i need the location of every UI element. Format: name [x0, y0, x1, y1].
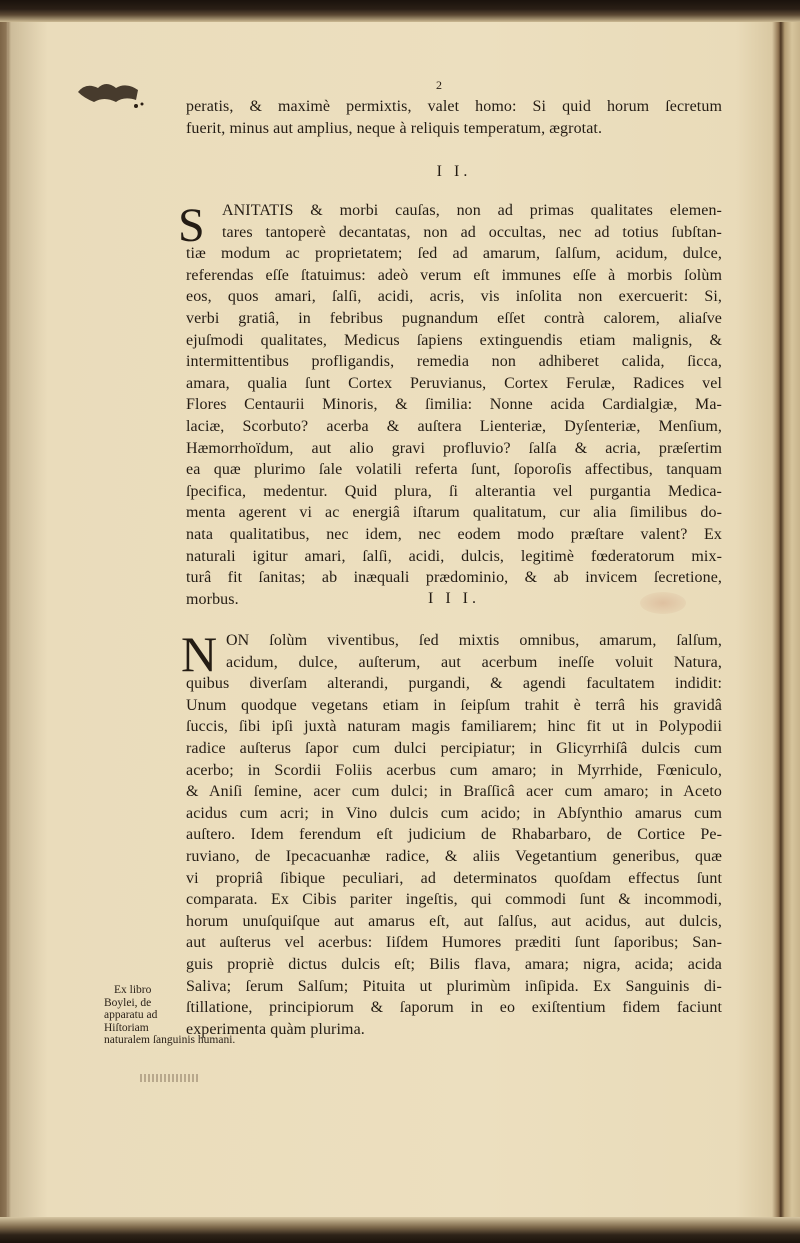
text-line: radice auſterus ſapor cum dulci percipiatur; in Glicyrrhiſâ dulcis cum: [186, 739, 722, 757]
faded-mark: [140, 1074, 200, 1082]
drop-cap-n: N: [181, 626, 218, 682]
section-heading-iii: I I I.: [428, 590, 480, 607]
text-line: Flores Centaurii Minoris, & ſimilia: Nonne acida Cardialgiæ, Ma-: [186, 396, 722, 414]
text-line: menta agerent vi ac energiâ iſtarum qualitatum, cur alia ſimilibus do-: [186, 504, 722, 522]
text-line: ruviano, de Ipecacuanhæ radice, & aliis Vegetantium generibus, quæ: [186, 847, 722, 865]
text-line: vi propriâ ſibique peculiari, ad determinatos quoſdam effectus ſunt: [186, 869, 722, 887]
text-line: nata qualitatibus, nec idem, nec eodem modo præſtare valent? Ex: [186, 525, 722, 543]
opening-paragraph: [186, 96, 722, 139]
text-line: acerbo; in Scordii Foliis acerbus cum amaro; in Myrrhide, Fœniculo,: [186, 761, 722, 779]
text-line: acidum, dulce, auſterum, aut acerbum ineſſe voluit Natura,: [226, 653, 722, 671]
text-line: ſpecifica, medentur. Quid plura, ſi alterantia vel purgantia Medica-: [186, 482, 722, 500]
text-line: experimenta quàm plurima.: [186, 1020, 365, 1038]
text-line: amara, qualia ſunt Cortex Peruvianus, Cortex Ferulæ, Radices vel: [186, 374, 722, 392]
margin-note-line: apparatu ad: [104, 1009, 158, 1021]
margin-note-line: Ex libro: [114, 984, 152, 996]
text-line: tares tantoperè decantatas, non ad occultas, nec ad totius ſubſtan-: [222, 223, 722, 241]
text-line: ejuſmodi qualitates, Medicus ſapiens extinguendis etiam malignis, &: [186, 331, 722, 349]
text-line: peratis, & maximè permixtis, valet homo: Si quid horum ſecretum: [186, 98, 722, 115]
page-number: 2: [436, 78, 442, 92]
text-line: Unum quodque vegetans etiam in ſeipſum trahit è terrâ his gravidâ: [186, 696, 722, 714]
text-line: aut auſterus vel acerbus: Iiſdem Humores præditi ſunt ſaporibus; San-: [186, 934, 722, 952]
text-line: fuerit, minus aut amplius, neque à reliquis temperatum, ægrotat.: [186, 119, 603, 137]
text-line: auſtero. Idem ferendum eſt judicium de Rhabarbaro, de Cortice Pe-: [186, 826, 722, 844]
text-line: horum unuſquiſque aut amarus eſt, aut ſalſus, aut acidus, aut dulcis,: [186, 912, 722, 930]
text-line: morbus.: [186, 590, 239, 608]
text-line: ſtillatione, principiorum & ſaporum in eo exiſtentium fidem faciunt: [186, 999, 722, 1017]
text-line: ſuccis, ſibi ipſi juxtà naturam magis familiarem; hinc fit ut in Polypodii: [186, 718, 722, 736]
text-line: guis propriè dictus dulcis eſt; Bilis flava, amara; nigra, acida; acida: [186, 955, 722, 973]
margin-note-line: naturalem ſanguinis humani.: [104, 1034, 236, 1046]
ink-smudge-mark: [76, 76, 146, 110]
margin-note-line: Boylei, de: [104, 996, 152, 1009]
text-line: eos, quos amari, ſalſi, acidi, acris, vis inſolita non exercuerit: Si,: [186, 288, 722, 306]
top-binding-edge: [0, 0, 800, 22]
page-edge-shadow: [8, 20, 48, 1220]
text-line: & Aniſi ſemine, acer cum dulci; in Braſſicâ acer cum amaro; in Aceto: [186, 783, 722, 801]
text-line: naturali igitur amari, ſalſi, acidi, dulcis, legitimè fœderatorum mix-: [186, 547, 722, 565]
bottom-binding-edge: [0, 1217, 800, 1243]
text-line: Saliva; ſerum Salſum; Pituita ut plurimùm inſipida. Ex Sanguinis di-: [186, 977, 722, 995]
text-line: turâ fit ſanitas; ab inæquali prædominio, & ab invicem ſecretione,: [186, 569, 722, 587]
text-line: ANITATIS & morbi cauſas, non ad primas qualitates elemen-: [222, 202, 722, 219]
text-line: comparata. Ex Cibis pariter ingeſtis, qui commodi ſunt & incommodi,: [186, 891, 722, 909]
text-line: intermittentibus profligandis, remedia non adhiberet calida, ſicca,: [186, 353, 722, 371]
section-heading-ii: I I.: [436, 163, 472, 180]
margin-note-line: Hiſtoriam: [104, 1021, 149, 1034]
text-line: verbi gratiâ, in febribus pugnandum eſſet contrà calorem, aliaſve: [186, 309, 722, 327]
text-line: ea quæ plurimo ſale volatili referta ſunt, ſoporoſis affectibus, tanquam: [186, 461, 722, 479]
margin-note: [104, 984, 284, 1047]
text-line: acidus cum acri; in Vino dulcis cum acido; in Abſynthio amarus cum: [186, 804, 722, 822]
section-iii-paragraph: [186, 630, 722, 1040]
text-line: referendas eſſe ſtatuimus: adeò verum eſt immunes eſſe à morbis ſolùm: [186, 266, 722, 284]
text-line: tiæ modum ac proprietatem; ſed ad amarum, ſalſum, acidum, dulce,: [186, 245, 722, 263]
text-line: ON ſolùm viventibus, ſed mixtis omnibus, amarum, ſalſum,: [226, 632, 722, 649]
text-line: laciæ, Scorbuto? acerba & auſtera Lienteriæ, Dyſenteriæ, Menſium,: [186, 417, 722, 435]
text-line: Hæmorrhoïdum, aut alio gravi profluvio? ſalſa & acria, præſertim: [186, 439, 722, 457]
text-line: quibus diverſam alterandi, purgandi, & agendi facultatem indidit:: [186, 675, 722, 693]
section-ii-paragraph: [186, 200, 722, 610]
drop-cap-s: S: [178, 199, 205, 252]
